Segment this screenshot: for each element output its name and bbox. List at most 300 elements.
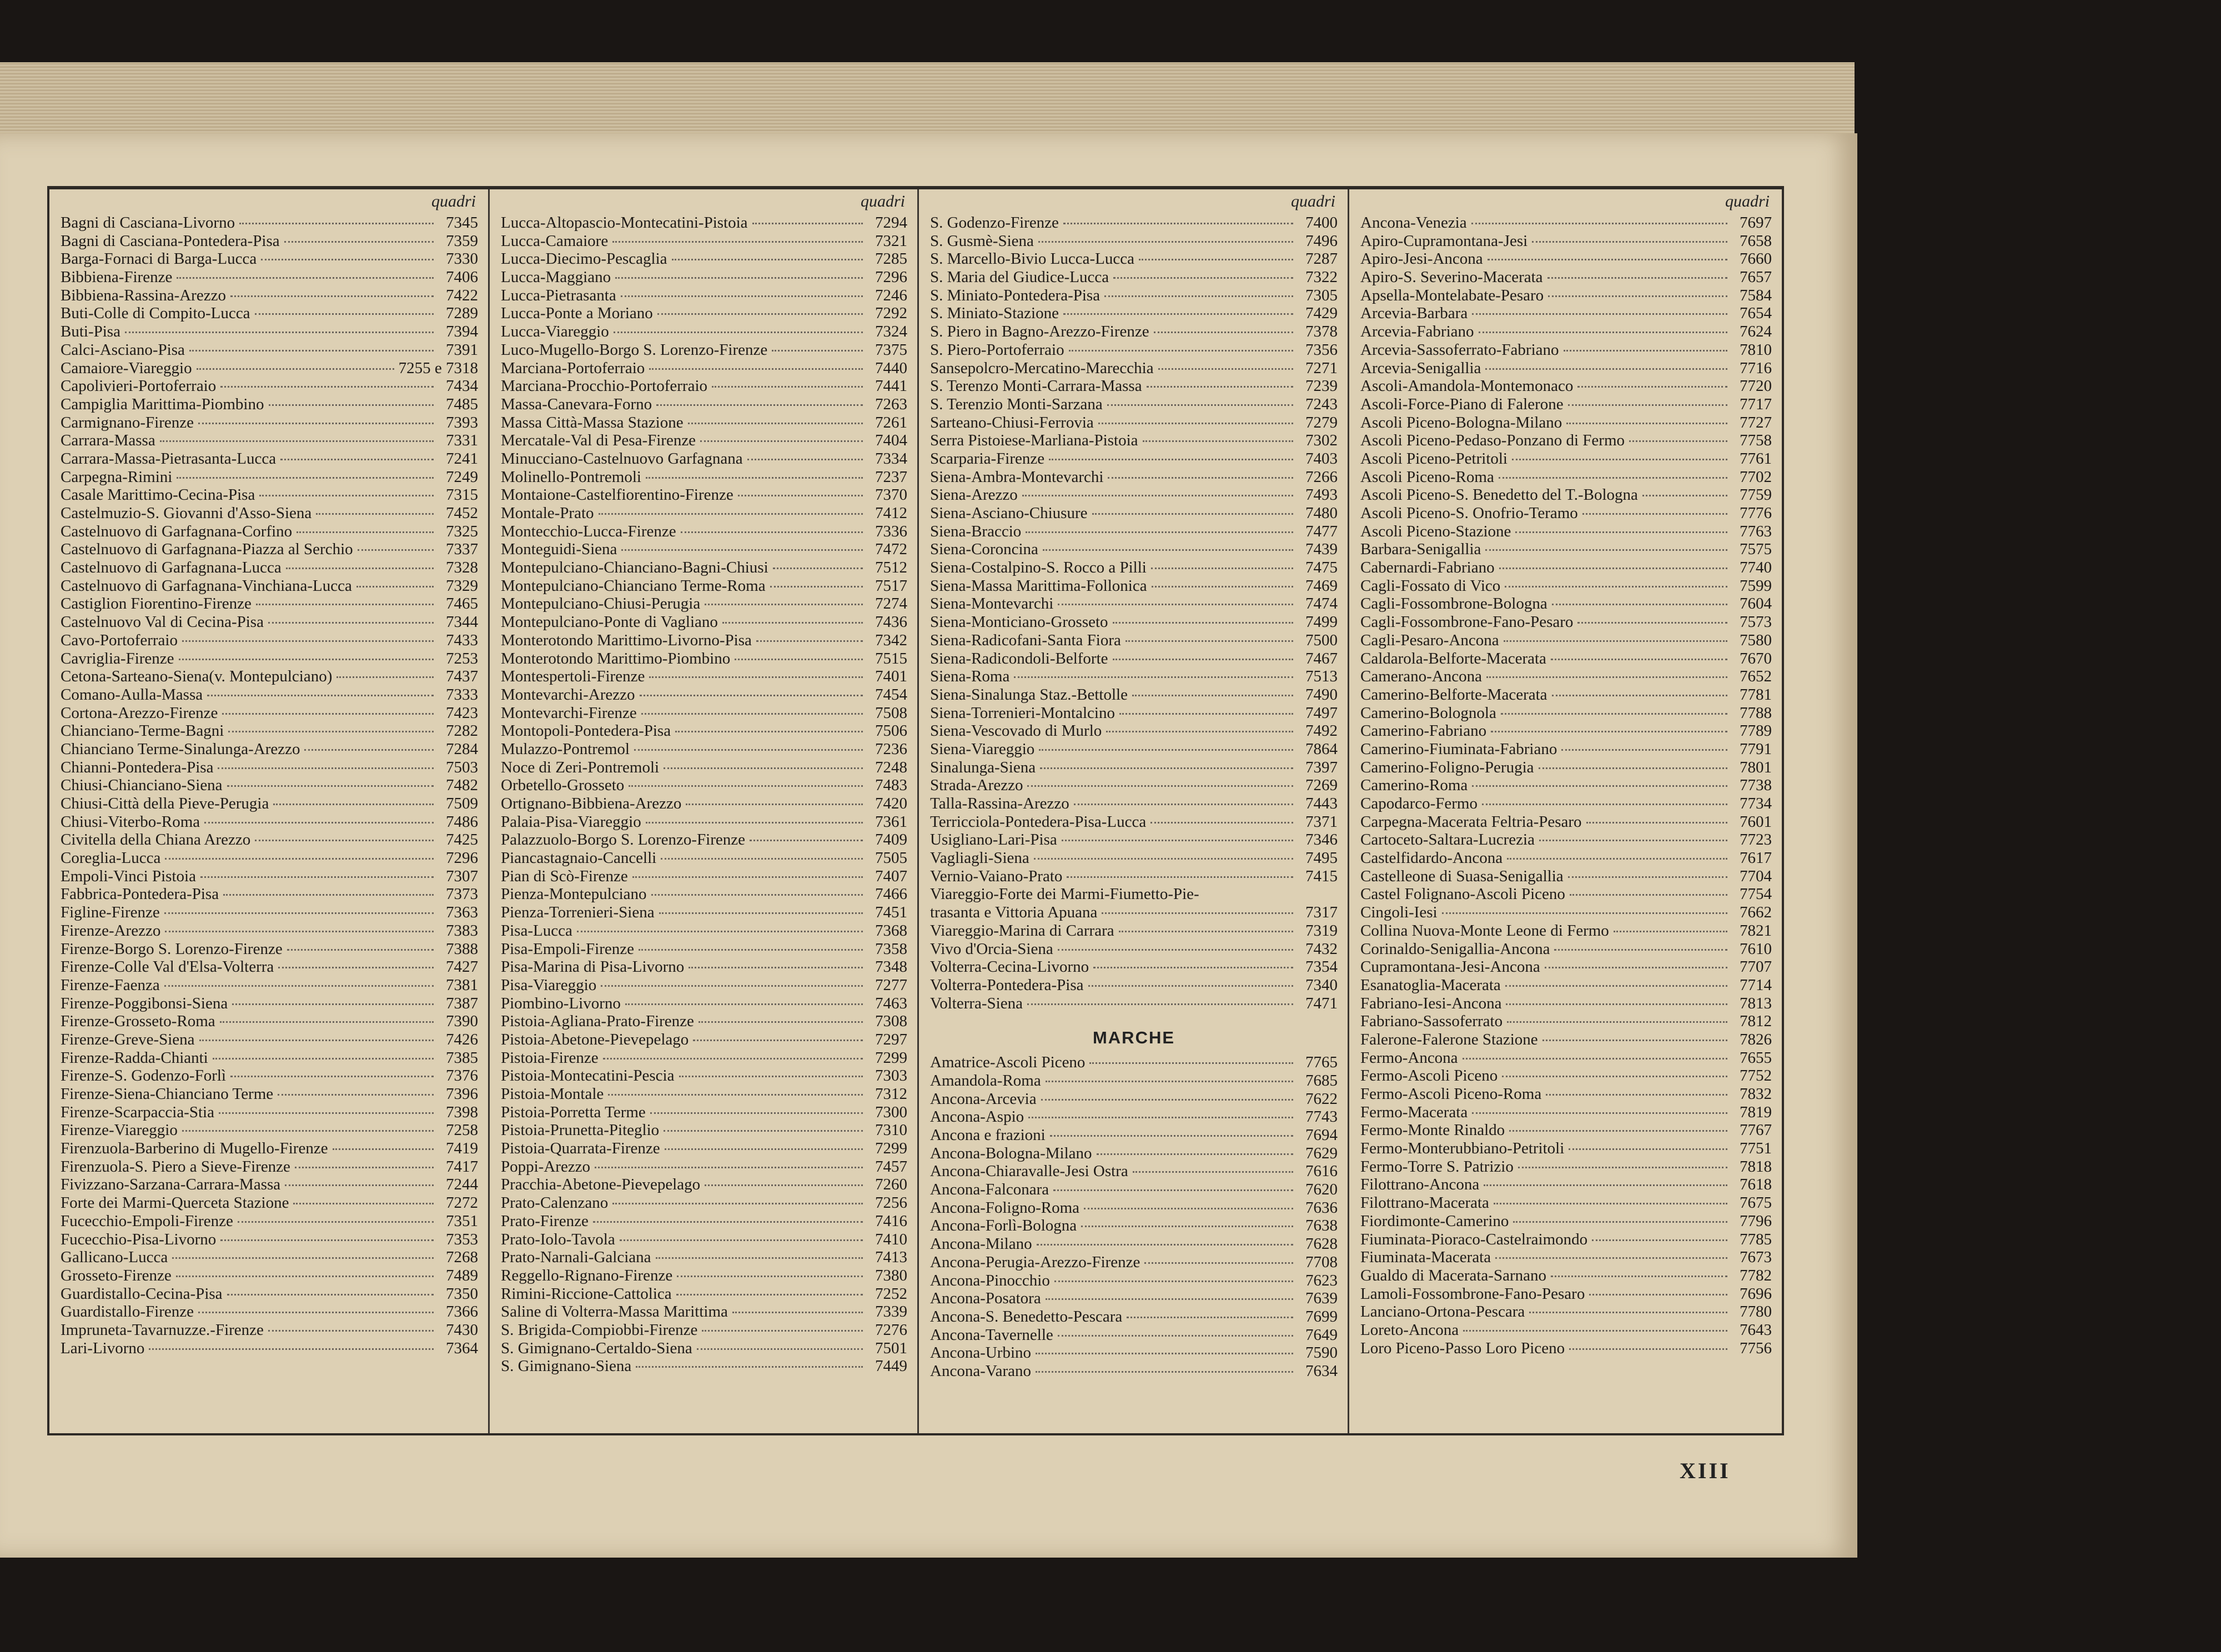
table-number: 7763: [1740, 522, 1772, 540]
index-entry: [1360, 686, 1772, 704]
table-number: 7864: [1305, 740, 1338, 758]
route-name: Montespertoli-Firenze: [501, 667, 645, 686]
route-name: Viareggio-Marina di Carrara: [930, 921, 1114, 940]
index-entry: [61, 359, 478, 378]
dot-leader: [1113, 277, 1293, 279]
table-number: 7255 e 7318: [398, 359, 478, 377]
index-entry: [61, 1085, 478, 1103]
table-number: 7315: [446, 486, 478, 504]
table-number: 7427: [446, 958, 478, 976]
dot-leader: [649, 368, 863, 370]
route-name: S. Miniato-Pontedera-Pisa: [930, 286, 1101, 304]
table-number: 7277: [875, 976, 907, 994]
dot-leader: [1577, 386, 1727, 388]
dot-leader: [1568, 404, 1727, 406]
route-name: S. Brigida-Compiobbi-Firenze: [501, 1320, 698, 1339]
dot-leader: [223, 894, 434, 896]
table-number: 7325: [446, 522, 478, 540]
dot-leader: [1515, 531, 1727, 533]
dot-leader: [1545, 967, 1727, 968]
table-number: 7580: [1740, 631, 1772, 649]
index-entry: [930, 395, 1338, 414]
dot-leader: [649, 676, 863, 678]
index-entry: [61, 940, 478, 958]
table-number: 7236: [875, 740, 907, 758]
route-name: Ortignano-Bibbiena-Arezzo: [501, 795, 682, 812]
route-name: Minucciano-Castelnuovo Garfagnana: [501, 449, 743, 468]
index-entry: [1360, 268, 1772, 287]
table-number: 7508: [875, 704, 907, 722]
dot-leader: [1069, 350, 1293, 352]
route-name: Siena-Torrenieri-Montalcino: [930, 704, 1115, 722]
table-number: 7246: [875, 286, 907, 304]
dot-leader: [182, 1130, 434, 1132]
dot-leader: [1147, 386, 1293, 388]
table-number: 7329: [446, 576, 478, 595]
index-entry: [1360, 867, 1772, 886]
table-number: 7634: [1305, 1362, 1338, 1380]
index-entry: [1360, 631, 1772, 650]
index-entry: [930, 540, 1338, 559]
dot-leader: [689, 967, 863, 968]
route-name: Montepulciano-Ponte di Vagliano: [501, 613, 718, 631]
dot-leader: [1084, 1208, 1293, 1209]
index-entry: [61, 740, 478, 759]
route-name: Vivo d'Orcia-Siena: [930, 940, 1053, 958]
dot-leader: [207, 695, 434, 696]
route-name: Lucca-Altopascio-Montecatini-Pistoia: [501, 214, 748, 232]
route-name: Siena-Massa Marittima-Follonica: [930, 576, 1147, 595]
route-name: Monterotondo Marittimo-Piombino: [501, 649, 731, 667]
dot-leader: [333, 1148, 434, 1150]
table-number: 7765: [1305, 1053, 1338, 1072]
table-number: 7590: [1305, 1344, 1338, 1362]
dot-leader: [179, 659, 434, 660]
index-entry: [501, 468, 907, 486]
table-number: 7237: [875, 468, 907, 486]
index-entry: [501, 1248, 907, 1267]
route-name: Volterra-Siena: [930, 994, 1023, 1012]
route-name: Camerino-Fiuminata-Fabriano: [1360, 740, 1557, 758]
route-name: Ancona-Bologna-Milano: [930, 1144, 1092, 1162]
dot-leader: [612, 241, 863, 243]
index-entry: [61, 450, 478, 468]
dot-leader: [1485, 368, 1727, 370]
index-entry: [501, 831, 907, 849]
route-name: Ancona-Perugia-Arezzo-Firenze: [930, 1253, 1140, 1271]
route-name: Vernio-Vaiano-Prato: [930, 867, 1063, 885]
dot-leader: [1063, 313, 1293, 315]
table-number: 7266: [1305, 468, 1338, 486]
route-name: Cagli-Fossombrone-Fano-Pesaro: [1360, 613, 1574, 631]
dot-leader: [656, 404, 863, 406]
table-number: 7501: [875, 1339, 907, 1357]
table-number: 7754: [1740, 885, 1772, 903]
route-name: S. Godenzo-Firenze: [930, 214, 1059, 232]
table-number: 7401: [875, 667, 907, 686]
dot-leader: [1505, 985, 1727, 987]
book-page: [0, 133, 1857, 1558]
route-name: Carpegna-Rimini: [61, 468, 173, 486]
dot-leader: [1495, 1257, 1727, 1259]
index-entry: [61, 722, 478, 740]
dot-leader: [770, 586, 863, 588]
index-entry: [1360, 759, 1772, 777]
table-number: 7513: [1305, 667, 1338, 686]
table-number: 7821: [1740, 921, 1772, 940]
table-number: 7796: [1740, 1212, 1772, 1230]
index-entry: [930, 577, 1338, 595]
table-number: 7743: [1305, 1108, 1338, 1126]
route-name: Pracchia-Abetone-Pievepelago: [501, 1176, 701, 1194]
index-entry: [930, 759, 1338, 777]
route-name: Ancona-Varano: [930, 1362, 1031, 1380]
dot-leader: [750, 840, 863, 841]
dot-leader: [239, 223, 434, 224]
index-entry: [1360, 468, 1772, 486]
index-entry: [501, 304, 907, 323]
table-number: 7727: [1740, 413, 1772, 431]
route-name: Ancona-Arcevia: [930, 1089, 1037, 1108]
route-name: Castelnuovo di Garfagnana-Piazza al Serchio: [61, 540, 353, 559]
index-entry: [501, 577, 907, 595]
table-number: 7616: [1305, 1162, 1338, 1181]
table-number: 7333: [446, 685, 478, 704]
route-name: Forte dei Marmi-Querceta Stazione: [61, 1194, 289, 1212]
dot-leader: [1472, 313, 1727, 315]
route-name: Orbetello-Grosseto: [501, 776, 625, 795]
tuscany-list-continued: [930, 214, 1338, 1012]
route-name: Montepulciano-Chiusi-Perugia: [501, 595, 701, 613]
table-number: 7370: [875, 486, 907, 504]
table-number: 7623: [1305, 1271, 1338, 1289]
dot-leader: [756, 640, 863, 642]
route-name: Palazzuolo-Borgo S. Lorenzo-Firenze: [501, 831, 745, 849]
table-number: 7517: [875, 576, 907, 595]
dot-leader: [1093, 967, 1293, 968]
index-entry: [930, 232, 1338, 250]
table-number: 7758: [1740, 431, 1772, 450]
route-name: Camerano-Ancona: [1360, 667, 1483, 686]
dot-leader: [693, 1040, 863, 1041]
section-title-marche: MARCHE: [1092, 1028, 1175, 1048]
table-number: 7330: [446, 250, 478, 268]
index-entry: [501, 976, 907, 995]
table-number: 7697: [1740, 214, 1772, 232]
route-name: Siena-Coroncina: [930, 540, 1038, 559]
route-name: Castelfidardo-Ancona: [1360, 849, 1503, 867]
table-number: 7436: [875, 613, 907, 631]
table-number: 7302: [1305, 431, 1338, 450]
index-entry: [1360, 1176, 1772, 1194]
table-number: 7449: [875, 1357, 907, 1375]
dot-leader: [1484, 1184, 1727, 1186]
table-number: 7675: [1740, 1194, 1772, 1212]
column-header: quadri: [1725, 192, 1770, 210]
table-number: 7282: [446, 722, 478, 740]
table-number: 7618: [1740, 1176, 1772, 1194]
route-name: S. Maria del Giudice-Lucca: [930, 268, 1109, 287]
dot-leader: [1614, 931, 1727, 932]
table-number: 7515: [875, 649, 907, 667]
index-entry: [1360, 1267, 1772, 1285]
table-number: 7310: [875, 1121, 907, 1139]
route-name: Montepulciano-Chianciano-Bagni-Chiusi: [501, 559, 768, 577]
route-name: Vagliagli-Siena: [930, 849, 1029, 867]
route-name: Civitella della Chiana Arezzo: [61, 831, 251, 849]
index-entry: [501, 341, 907, 359]
route-name: Firenze-Colle Val d'Elsa-Volterra: [61, 958, 274, 976]
route-name: Montevarchi-Arezzo: [501, 685, 635, 704]
table-number: 7756: [1740, 1339, 1772, 1357]
table-number: 7371: [1305, 812, 1338, 831]
table-number: 7426: [446, 1030, 478, 1048]
dot-leader: [1154, 332, 1293, 333]
table-number: 7475: [1305, 559, 1338, 577]
table-number: 7249: [446, 468, 478, 486]
index-entry: [61, 414, 478, 432]
route-name: Ancona-Venezia: [1360, 214, 1467, 232]
table-number: 7351: [446, 1212, 478, 1230]
index-entry: [1360, 540, 1772, 559]
dot-leader: [213, 1058, 434, 1060]
table-number: 7819: [1740, 1103, 1772, 1121]
index-entry: [930, 1326, 1338, 1344]
table-number: 7346: [1305, 831, 1338, 849]
index-entry: [501, 631, 907, 650]
route-name: Firenzuola-S. Piero a Sieve-Firenze: [61, 1157, 290, 1176]
route-name: S. Gimignano-Certaldo-Siena: [501, 1339, 692, 1357]
route-name: Firenze-Poggibonsi-Siena: [61, 994, 228, 1012]
column-header: quadri: [1290, 192, 1335, 210]
dot-leader: [286, 568, 434, 569]
dot-leader: [664, 767, 863, 769]
route-name: S. Piero in Bagno-Arezzo-Firenze: [930, 323, 1149, 341]
dot-leader: [164, 912, 434, 914]
dot-leader: [1507, 858, 1727, 860]
index-entry: [61, 995, 478, 1013]
index-entry: [1360, 395, 1772, 414]
table-number: 7285: [875, 250, 907, 268]
route-name: Camaiore-Viareggio: [61, 359, 192, 377]
route-name: Ascoli Piceno-Pedaso-Ponzano di Fermo: [1360, 431, 1625, 450]
route-name: Ancona-Milano: [930, 1235, 1032, 1253]
dot-leader: [601, 985, 863, 987]
index-entry: [1360, 1339, 1772, 1358]
index-entry: [61, 1267, 478, 1285]
index-entry: [501, 1285, 907, 1303]
dot-leader: [1564, 350, 1727, 352]
dot-leader: [732, 1312, 863, 1313]
index-entry: [61, 1194, 478, 1212]
dot-leader: [165, 931, 434, 932]
index-entry: [930, 795, 1338, 813]
table-number: 7387: [446, 994, 478, 1012]
route-name: S. Miniato-Stazione: [930, 304, 1059, 323]
route-name: Montaione-Castelfiorentino-Firenze: [501, 486, 733, 504]
dot-leader: [1548, 295, 1727, 297]
index-entry: [61, 1067, 478, 1085]
dot-leader: [165, 858, 434, 860]
index-entry: [501, 922, 907, 940]
route-name: Firenze-Borgo S. Lorenzo-Firenze: [61, 940, 283, 958]
table-number: 7622: [1305, 1089, 1338, 1108]
table-number: 7767: [1740, 1121, 1772, 1139]
table-number: 7363: [446, 903, 478, 922]
index-entry: [930, 1144, 1338, 1163]
page-number: XIII: [1680, 1458, 1731, 1483]
dot-leader: [268, 622, 434, 624]
table-number: 7781: [1740, 685, 1772, 704]
dot-leader: [640, 695, 863, 696]
dot-leader: [1499, 568, 1727, 569]
index-entry: [1360, 1049, 1772, 1067]
index-entry: [501, 523, 907, 541]
route-name: Reggello-Rignano-Firenze: [501, 1266, 673, 1284]
table-number: 7483: [875, 776, 907, 795]
route-name: Ancona-Tavernelle: [930, 1325, 1053, 1344]
index-entry: [501, 1339, 907, 1358]
index-entry: [1360, 232, 1772, 250]
route-name: Camerino-Fabriano: [1360, 722, 1487, 740]
table-number: 7451: [875, 903, 907, 922]
dot-leader: [651, 894, 863, 896]
route-name: Siena-Braccio: [930, 522, 1022, 540]
dot-leader: [1504, 640, 1727, 642]
table-number: 7801: [1740, 758, 1772, 776]
index-entry: [61, 704, 478, 722]
dot-leader: [336, 676, 434, 678]
dot-leader: [1041, 1099, 1293, 1101]
route-name: Fermo-Ascoli Piceno: [1360, 1067, 1498, 1085]
index-entry: [61, 250, 478, 268]
route-name: Arcevia-Sassoferrato-Fabriano: [1360, 340, 1559, 359]
route-name: Pistoia-Abetone-Pievepelago: [501, 1030, 689, 1048]
dot-leader: [177, 277, 434, 279]
route-name: Monterotondo Marittimo-Livorno-Pisa: [501, 631, 752, 649]
index-entry: [930, 813, 1338, 831]
index-entry: [501, 1321, 907, 1339]
index-entry: [1360, 577, 1772, 595]
table-number: 7471: [1305, 994, 1338, 1012]
route-name: Talla-Rassina-Arezzo: [930, 795, 1069, 812]
dot-leader: [1107, 404, 1293, 406]
table-number: 7336: [875, 522, 907, 540]
index-entry: [61, 686, 478, 704]
route-name: Cagli-Pesaro-Ancona: [1360, 631, 1499, 649]
dot-leader: [621, 549, 863, 551]
table-number: 7415: [1305, 867, 1338, 885]
dot-leader: [697, 1348, 863, 1350]
dot-leader: [646, 822, 863, 824]
table-number: 7344: [446, 613, 478, 631]
index-entry: [501, 323, 907, 341]
table-number: 7469: [1305, 576, 1338, 595]
index-entry: [61, 1303, 478, 1321]
dot-leader: [747, 459, 863, 460]
dot-leader: [256, 604, 434, 605]
dot-leader: [1034, 858, 1293, 860]
index-entry: [501, 722, 907, 740]
table-number: 7649: [1305, 1325, 1338, 1344]
table-number: 7789: [1740, 722, 1772, 740]
table-number: 7433: [446, 631, 478, 649]
table-number: 7810: [1740, 340, 1772, 359]
table-number: 7604: [1740, 595, 1772, 613]
table-number: 7299: [875, 1139, 907, 1158]
dot-leader: [273, 804, 434, 805]
route-name: Ancona-Pinocchio: [930, 1271, 1050, 1289]
dot-leader: [1036, 1353, 1293, 1354]
index-entry: [501, 287, 907, 305]
dot-leader: [1119, 713, 1293, 715]
table-number: 7696: [1740, 1284, 1772, 1303]
index-entry: [1360, 903, 1772, 922]
dot-leader: [1472, 1112, 1727, 1114]
index-entry: [501, 940, 907, 958]
table-number: 7497: [1305, 704, 1338, 722]
index-entry: [1360, 559, 1772, 577]
table-number: 7322: [1305, 268, 1338, 287]
route-name: Firenze-S. Godenzo-Forlì: [61, 1067, 226, 1085]
table-number: 7714: [1740, 976, 1772, 994]
index-column-3: [917, 189, 1348, 1433]
table-number: 7826: [1740, 1030, 1772, 1048]
index-entry: [930, 1053, 1338, 1072]
dot-leader: [1499, 477, 1727, 479]
dot-leader: [705, 604, 863, 605]
route-name: Piombino-Livorno: [501, 994, 621, 1012]
column-header: quadri: [431, 192, 476, 210]
table-number: 7339: [875, 1303, 907, 1321]
table-number: 7419: [446, 1139, 478, 1158]
index-entry: [930, 486, 1338, 504]
dot-leader: [1486, 676, 1727, 678]
route-name: Ancona-Aspio: [930, 1108, 1024, 1126]
dot-leader: [204, 822, 434, 824]
route-name: Ascoli Piceno-S. Onofrio-Teramo: [1360, 504, 1578, 522]
table-number: 7704: [1740, 867, 1772, 885]
route-name: Siena-Montevarchi: [930, 595, 1054, 613]
table-number: 7716: [1740, 359, 1772, 377]
route-name: Chiusi-Città della Pieve-Perugia: [61, 795, 269, 812]
table-number: 7252: [875, 1284, 907, 1303]
index-entry: [930, 1217, 1338, 1235]
route-name: Fiordimonte-Camerino: [1360, 1212, 1509, 1230]
route-name: Capolivieri-Portoferraio: [61, 377, 217, 395]
index-entry: [61, 268, 478, 287]
route-name: Castiglion Fiorentino-Firenze: [61, 595, 252, 613]
dot-leader: [261, 259, 434, 260]
dot-leader: [1074, 804, 1293, 805]
index-entry: [501, 1049, 907, 1067]
table-number: 7506: [875, 722, 907, 740]
route-name: Lari-Livorno: [61, 1339, 145, 1357]
dot-leader: [1040, 767, 1293, 769]
route-name: S. Terenzio Monti-Sarzana: [930, 395, 1103, 413]
index-entry: [501, 540, 907, 559]
table-number: 7256: [875, 1194, 907, 1212]
dot-leader: [1119, 931, 1293, 932]
index-entry: [61, 976, 478, 995]
index-entry: [501, 504, 907, 523]
dot-leader: [297, 531, 434, 533]
index-entry: [1360, 704, 1772, 722]
table-number: 7636: [1305, 1198, 1338, 1217]
index-entry: [930, 976, 1338, 995]
index-entry: [930, 1308, 1338, 1326]
dot-leader: [665, 1148, 863, 1150]
